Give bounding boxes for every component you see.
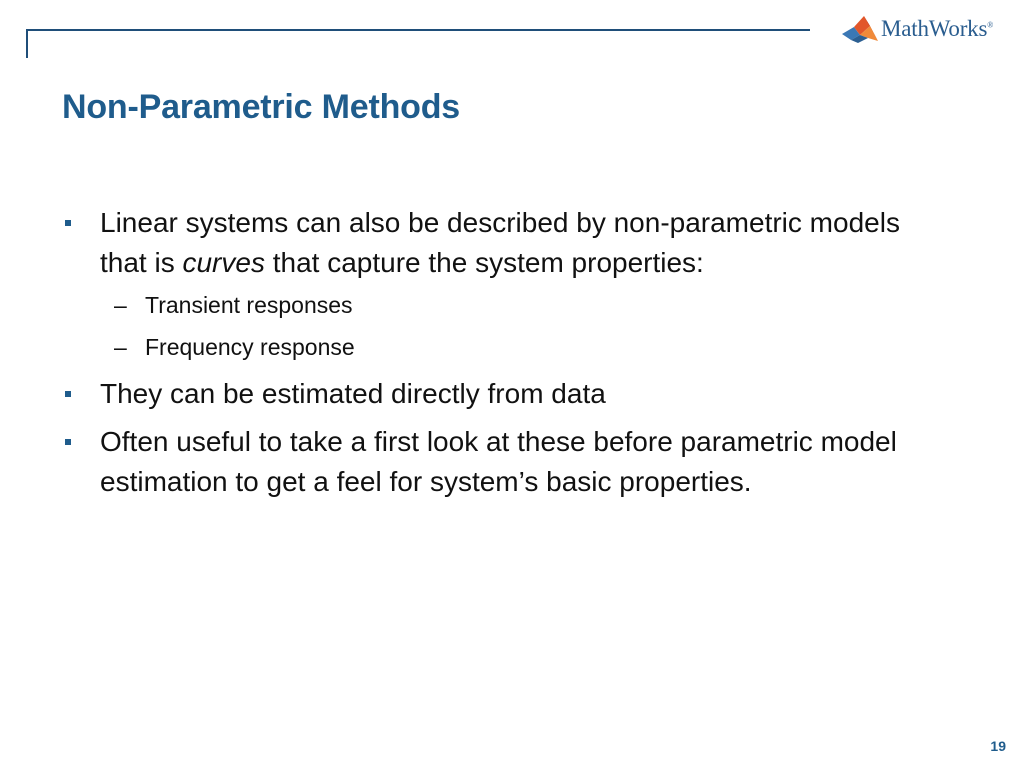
square-bullet-icon (65, 391, 71, 397)
logo-wordmark: MathWorks® (881, 16, 994, 41)
frame-left-rule (26, 29, 28, 58)
bullet-list (62, 203, 942, 502)
bullet-item: They can be estimated directly from data (62, 374, 942, 414)
bullet-item: Often useful to take a first look at these before parametric model estimation to get a feel for system’s basic properties. (62, 422, 942, 502)
square-bullet-icon (65, 439, 71, 445)
page-number: 19 (990, 738, 1006, 754)
mathworks-logo (842, 12, 993, 46)
dash-bullet-icon: – (114, 334, 127, 360)
bullet-item: Linear systems can also be described by non-parametric models that is curves that capture the system properties: (62, 203, 942, 283)
sub-bullet-item: – Frequency response (114, 334, 355, 360)
slide-title: Non-Parametric Methods (62, 88, 461, 126)
dash-bullet-icon: – (114, 292, 127, 318)
square-bullet-icon (65, 220, 71, 226)
frame-top-rule (26, 29, 810, 31)
sub-bullet-item: – Transient responses (114, 292, 353, 318)
membrane-logo-icon (842, 14, 878, 44)
emphasis-text: curves (182, 247, 265, 278)
